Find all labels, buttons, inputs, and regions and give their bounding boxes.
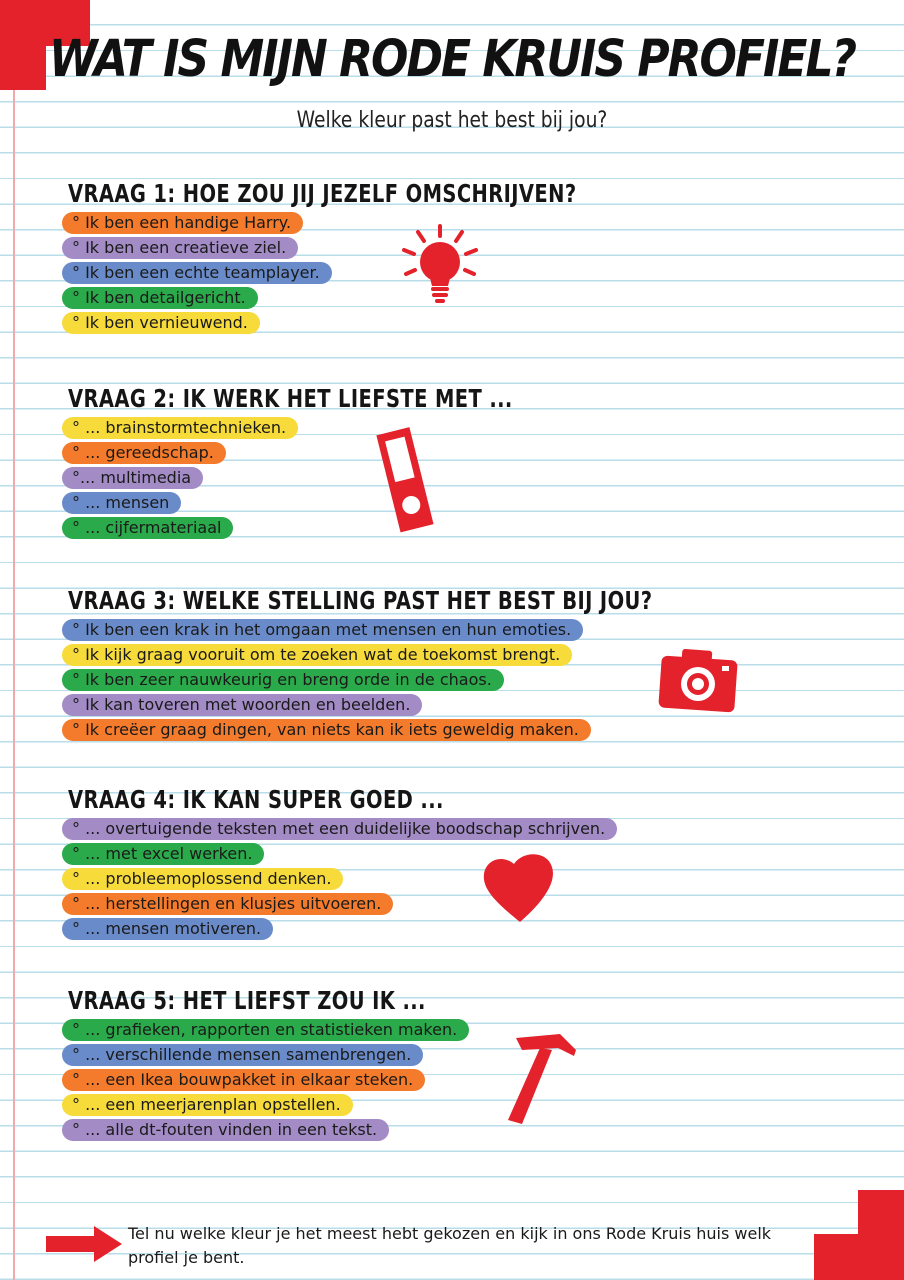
question-5 bbox=[62, 987, 527, 1141]
lightbulb-icon bbox=[398, 222, 482, 306]
binder-icon bbox=[372, 426, 436, 534]
answer-list bbox=[62, 417, 638, 539]
camera-icon bbox=[654, 644, 740, 714]
answer-option[interactable]: ° ... grafieken, rapporten en statistieken maken. bbox=[62, 1019, 469, 1041]
question-title: VRAAG 1: HOE ZOU JIJ JEZELF OMSCHRIJVEN? bbox=[68, 179, 577, 208]
answer-option[interactable]: ° ... brainstormtechnieken. bbox=[62, 417, 298, 439]
answer-option[interactable]: ° ... een meerjarenplan opstellen. bbox=[62, 1094, 353, 1116]
answer-option[interactable]: ° Ik kijk graag vooruit om te zoeken wat de toekomst brengt. bbox=[62, 644, 572, 666]
heart-icon bbox=[478, 850, 558, 926]
corner-decoration-bottom-right-vertical bbox=[858, 1190, 904, 1280]
page-subtitle: Welke kleur past het best bij jou? bbox=[296, 108, 608, 133]
answer-option[interactable]: ° ... met excel werken. bbox=[62, 843, 264, 865]
answer-list bbox=[62, 1019, 527, 1141]
answer-option[interactable]: ° Ik ben een creatieve ziel. bbox=[62, 237, 298, 259]
answer-option[interactable]: ° ... gereedschap. bbox=[62, 442, 226, 464]
arrow-right-icon bbox=[44, 1224, 124, 1264]
answer-option[interactable]: ° ... een Ikea bouwpakket in elkaar steken. bbox=[62, 1069, 425, 1091]
answer-option[interactable]: ° ... verschillende mensen samenbrengen. bbox=[62, 1044, 423, 1066]
answer-option[interactable]: ° ... probleemoplossend denken. bbox=[62, 868, 343, 890]
answer-option[interactable]: ° ... mensen motiveren. bbox=[62, 918, 273, 940]
answer-option[interactable]: ° Ik ben een handige Harry. bbox=[62, 212, 303, 234]
answer-option[interactable]: ° Ik ben een echte teamplayer. bbox=[62, 262, 332, 284]
answer-option[interactable]: ° Ik ben detailgericht. bbox=[62, 287, 258, 309]
answer-option[interactable]: ° Ik kan toveren met woorden en beelden. bbox=[62, 694, 422, 716]
question-title: VRAAG 5: HET LIEFST ZOU IK ... bbox=[68, 986, 426, 1015]
question-1 bbox=[62, 180, 720, 334]
answer-option[interactable]: °... multimedia bbox=[62, 467, 203, 489]
question-2 bbox=[62, 385, 638, 539]
question-title: VRAAG 3: WELKE STELLING PAST HET BEST BIJ JOU? bbox=[68, 586, 653, 615]
footer-instruction: Tel nu welke kleur je het meest hebt gekozen en kijk in ons Rode Kruis huis welk profiel je bent. bbox=[128, 1224, 772, 1267]
answer-option[interactable]: ° ... overtuigende teksten met een duidelijke boodschap schrijven. bbox=[62, 818, 617, 840]
answer-option[interactable]: ° ... mensen bbox=[62, 492, 181, 514]
answer-option[interactable]: ° Ik creëer graag dingen, van niets kan ik iets geweldig maken. bbox=[62, 719, 591, 741]
page-title: WAT IS MIJN RODE KRUIS PROFIEL? bbox=[48, 30, 856, 89]
notebook-margin-line bbox=[13, 0, 15, 1280]
answer-option[interactable]: ° Ik ben zeer nauwkeurig en breng orde in de chaos. bbox=[62, 669, 504, 691]
answer-list bbox=[62, 212, 720, 334]
answer-option[interactable]: ° ... cijfermateriaal bbox=[62, 517, 233, 539]
answer-option[interactable]: ° Ik ben een krak in het omgaan met mensen en hun emoties. bbox=[62, 619, 583, 641]
answer-option[interactable]: ° ... alle dt-fouten vinden in een tekst. bbox=[62, 1119, 389, 1141]
question-title: VRAAG 4: IK KAN SUPER GOED ... bbox=[68, 785, 444, 814]
hammer-icon bbox=[500, 1028, 582, 1128]
answer-option[interactable]: ° Ik ben vernieuwend. bbox=[62, 312, 260, 334]
question-title: VRAAG 2: IK WERK HET LIEFSTE MET ... bbox=[68, 384, 513, 413]
answer-option[interactable]: ° ... herstellingen en klusjes uitvoeren. bbox=[62, 893, 393, 915]
